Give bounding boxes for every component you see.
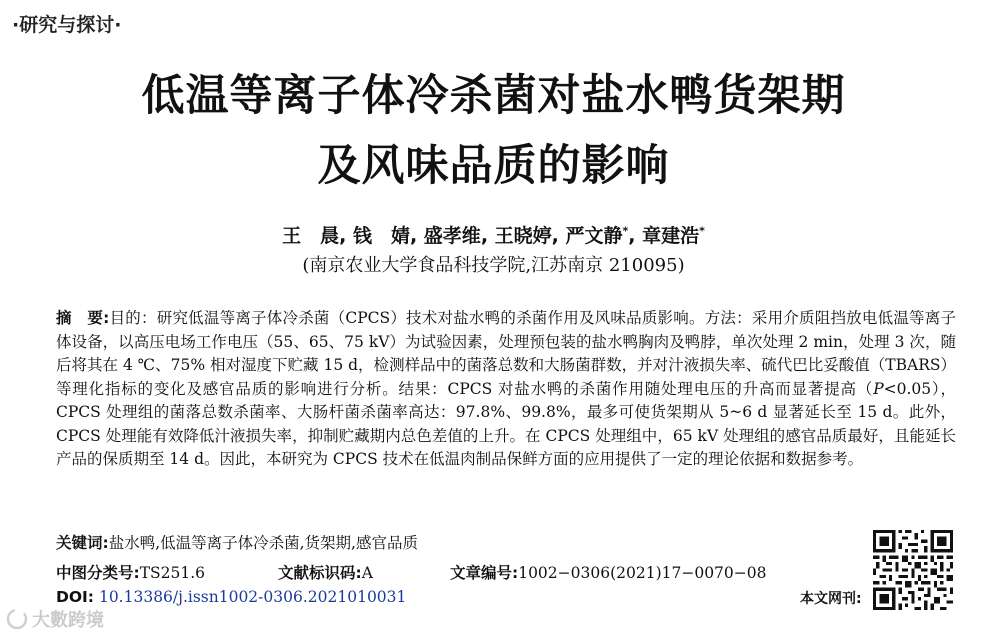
abstract-label: 摘 要: xyxy=(56,309,110,327)
author-mark: * xyxy=(699,224,705,238)
qr-code-icon[interactable] xyxy=(873,530,953,610)
author-name: 王 晨 xyxy=(282,225,340,247)
classification-label: 中图分类号: xyxy=(56,564,140,582)
watermark-text: 大數跨境 xyxy=(32,610,104,631)
document-code-value: A xyxy=(361,564,373,582)
article-title-line-1: 低温等离子体冷杀菌对盐水鸭货架期 xyxy=(141,71,846,121)
section-tag: ·研究与探讨· xyxy=(12,14,122,36)
abstract xyxy=(56,307,956,472)
watermark-logo-icon xyxy=(6,608,28,630)
author-name: 王晓婷 xyxy=(494,225,552,247)
author-name: 章建浩 xyxy=(642,225,700,247)
author-separator: , xyxy=(409,225,418,247)
document-code xyxy=(278,561,373,583)
author-name: 盛孝维 xyxy=(423,225,481,247)
article-title-line-2: 及风味品质的影响 xyxy=(317,141,670,191)
author-separator: , xyxy=(339,225,347,247)
author-separator: , xyxy=(628,225,636,247)
author-name: 钱 婧 xyxy=(352,225,410,247)
classification-row xyxy=(56,561,205,583)
doi-link[interactable]: 10.13386/j.issn1002-0306.2021010031 xyxy=(98,588,407,606)
watermark xyxy=(6,606,104,632)
document-code-label: 文献标识码: xyxy=(278,564,362,582)
doi-row xyxy=(56,588,406,606)
author-separator: , xyxy=(480,225,489,247)
classification-value: TS251.6 xyxy=(139,564,206,582)
author-separator: , xyxy=(551,225,559,247)
author-mark: * xyxy=(622,224,629,238)
article-number-label: 文章编号: xyxy=(450,564,519,582)
web-journal-label: 本文网刊: xyxy=(800,591,862,607)
abstract-text-2: <0.05），CPCS 处理组的菌落总数杀菌率、大肠杆菌杀菌率高达：97.8%、99.8%，最多可使货架期从 5~6 d 显著延长至 15 d。此外，CPCS 处理能有效降低汁液损失率，抑制贮藏期内总色差值的上升。在 CPCS 处理组中，65 kV 处理组的感官品质最好，且能延长产品的保质期至 14 d。因此，本研究为 CPCS 技术在低温肉制品保鲜方面的应用提供了一定的理论依据和数据参考。 xyxy=(56,379,956,468)
abstract-text-1: 目的：研究低温等离子体冷杀菌（CPCS）技术对盐水鸭的杀菌作用及风味品质影响。方法：采用介质阻挡放电低温等离子体设备，以高压电场工作电压（55、65、75 kV）为试验因素，处理预包装的盐水鸭胸肉及鸭脖，单次处理 2 min，处理 3 次，随后将其在 4 ℃、75% 相对湿度下贮藏 15 d，检测样品中的菌落总数和大肠菌群数，并对汁液损失率、硫代巴比妥酸值（TBARS）等理化指标的变化及感官品质的影响进行分析。结果：CPCS 对盐水鸭的杀菌作用随处理电压的升高而显著提高（ xyxy=(56,309,956,398)
p-value-symbol: P xyxy=(873,379,884,398)
article-number-value: 1002−0306(2021)17−0070−08 xyxy=(518,564,767,582)
keywords-text: 盐水鸭,低温等离子体冷杀菌,货架期,感官品质 xyxy=(108,534,418,552)
article-number xyxy=(450,561,767,583)
keywords-row xyxy=(56,531,418,553)
affiliation: (南京农业大学食品科技学院,江苏南京 210095) xyxy=(302,255,685,276)
author-name: 严文静 xyxy=(565,225,623,247)
keywords-label: 关键词: xyxy=(56,534,109,552)
doi-label: DOI: xyxy=(56,588,95,606)
author-list xyxy=(0,221,987,248)
